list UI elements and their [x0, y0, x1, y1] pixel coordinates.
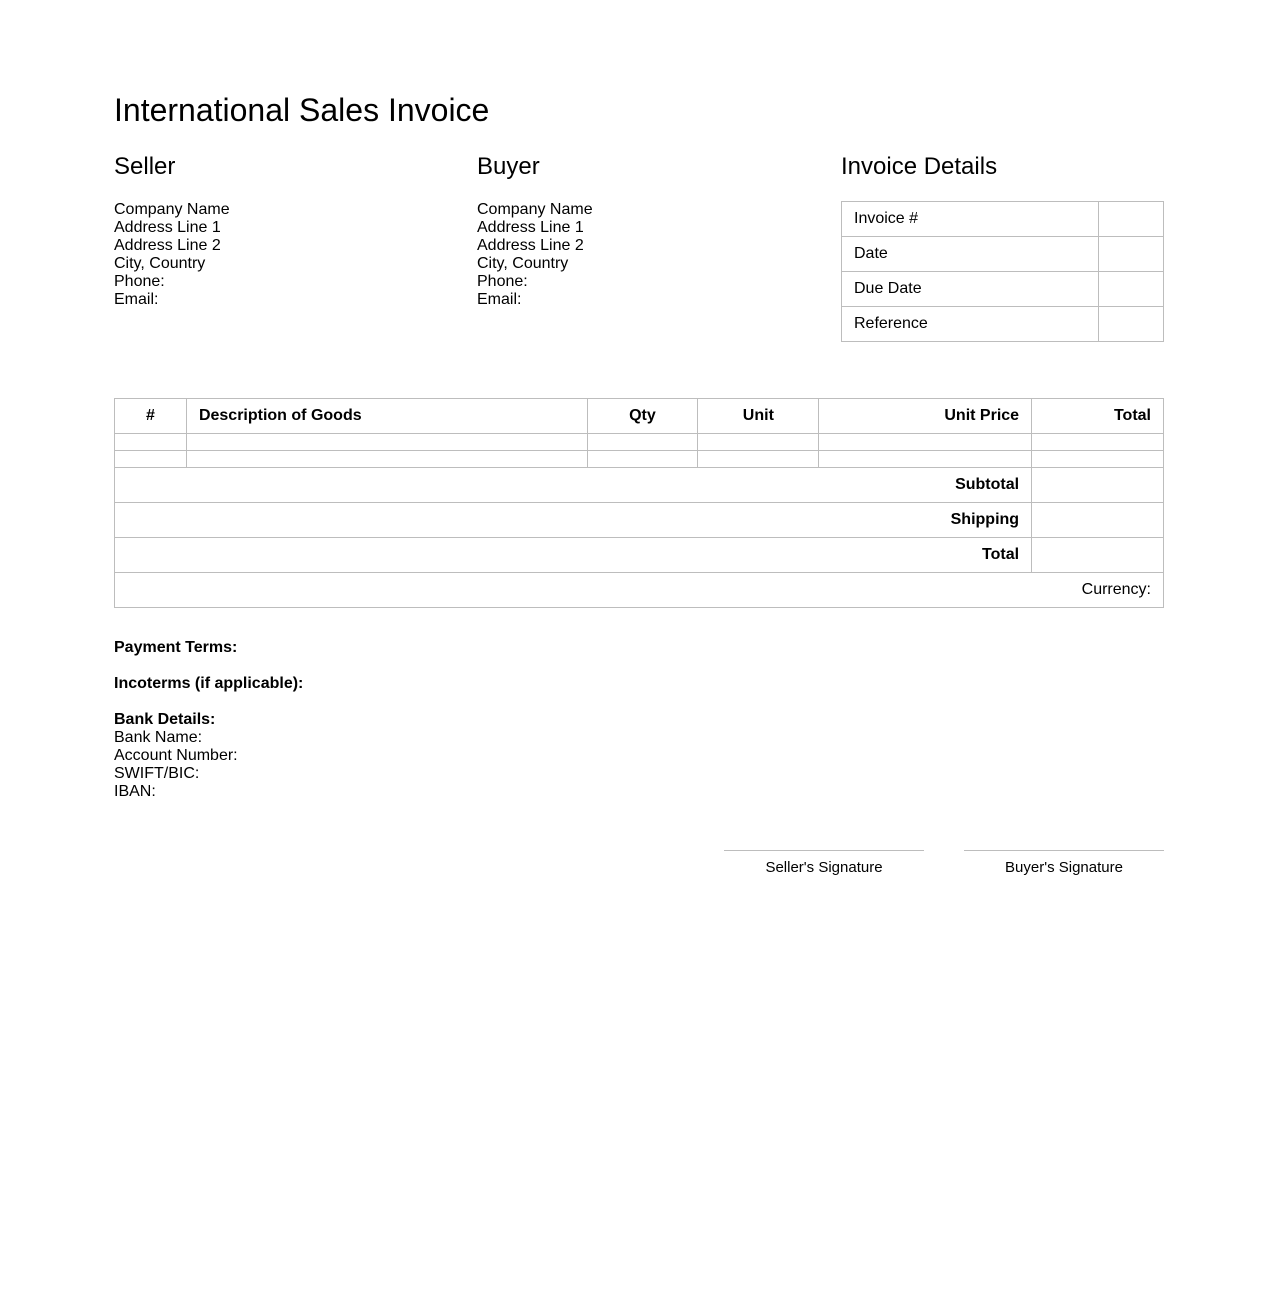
buyer-address	[477, 201, 817, 309]
shipping-value[interactable]	[1032, 503, 1164, 538]
buyer-signature-label: Buyer's Signature	[1005, 859, 1123, 876]
cell-number[interactable]	[115, 434, 187, 451]
buyer-address-line-2: Address Line 2	[477, 237, 584, 254]
seller-email: Email:	[114, 291, 159, 308]
cell-total[interactable]	[1032, 434, 1164, 451]
buyer-signature-line[interactable]	[964, 850, 1164, 851]
seller-company: Company Name	[114, 201, 230, 218]
col-header-total: Total	[1032, 399, 1164, 434]
details-row-date	[842, 237, 1164, 272]
cell-description[interactable]	[186, 434, 587, 451]
buyer-address-line-1: Address Line 1	[477, 219, 584, 236]
line-items-table	[114, 398, 1164, 608]
buyer-city-country: City, Country	[477, 255, 569, 272]
table-row	[115, 434, 1164, 451]
table-row	[115, 451, 1164, 468]
seller-section	[114, 150, 454, 309]
details-row-due-date	[842, 272, 1164, 307]
invoice-details-section	[841, 150, 1164, 342]
col-header-description: Description of Goods	[186, 399, 587, 434]
col-header-unit: Unit	[698, 399, 819, 434]
cell-unit[interactable]	[698, 434, 819, 451]
col-header-qty: Qty	[587, 399, 698, 434]
buyer-company: Company Name	[477, 201, 593, 218]
col-header-number: #	[115, 399, 187, 434]
swift-bic-label: SWIFT/BIC:	[114, 765, 200, 782]
seller-signature-label: Seller's Signature	[765, 859, 883, 876]
due-date-value[interactable]	[1099, 272, 1164, 307]
shipping-row	[115, 503, 1164, 538]
cell-number[interactable]	[115, 451, 187, 468]
subtotal-label: Subtotal	[115, 468, 1032, 503]
details-label: Invoice #	[842, 202, 1099, 237]
seller-address-line-2: Address Line 2	[114, 237, 221, 254]
total-row	[115, 538, 1164, 573]
currency-label: Currency:	[115, 573, 1164, 608]
seller-address-line-1: Address Line 1	[114, 219, 221, 236]
terms-section	[114, 639, 303, 801]
cell-unit-price[interactable]	[819, 451, 1032, 468]
cell-unit[interactable]	[698, 451, 819, 468]
details-label: Date	[842, 237, 1099, 272]
total-value[interactable]	[1032, 538, 1164, 573]
col-header-unit-price: Unit Price	[819, 399, 1032, 434]
bank-details-heading: Bank Details:	[114, 711, 216, 728]
bank-name-label: Bank Name:	[114, 729, 203, 746]
buyer-signature-block	[964, 850, 1164, 876]
invoice-details-heading: Invoice Details	[841, 153, 998, 180]
date-value[interactable]	[1099, 237, 1164, 272]
table-header-row	[115, 399, 1164, 434]
shipping-label: Shipping	[115, 503, 1032, 538]
subtotal-row	[115, 468, 1164, 503]
cell-qty[interactable]	[587, 451, 698, 468]
seller-signature-line[interactable]	[724, 850, 924, 851]
page-title: International Sales Invoice	[114, 92, 490, 128]
incoterms-label: Incoterms (if applicable):	[114, 675, 304, 692]
total-label: Total	[115, 538, 1032, 573]
subtotal-value[interactable]	[1032, 468, 1164, 503]
invoice-details-table	[841, 201, 1164, 342]
cell-description[interactable]	[186, 451, 587, 468]
iban-label: IBAN:	[114, 783, 156, 800]
details-label: Reference	[842, 307, 1099, 342]
buyer-email: Email:	[477, 291, 522, 308]
cell-total[interactable]	[1032, 451, 1164, 468]
buyer-heading: Buyer	[477, 153, 540, 180]
payment-terms-label: Payment Terms:	[114, 639, 238, 656]
currency-row	[115, 573, 1164, 608]
cell-qty[interactable]	[587, 434, 698, 451]
buyer-phone: Phone:	[477, 273, 528, 290]
account-number-label: Account Number:	[114, 747, 238, 764]
cell-unit-price[interactable]	[819, 434, 1032, 451]
invoice-number-value[interactable]	[1099, 202, 1164, 237]
seller-heading: Seller	[114, 153, 176, 180]
details-row-reference	[842, 307, 1164, 342]
details-label: Due Date	[842, 272, 1099, 307]
seller-address	[114, 201, 454, 309]
buyer-section	[477, 150, 817, 309]
reference-value[interactable]	[1099, 307, 1164, 342]
details-row-invoice-number	[842, 202, 1164, 237]
seller-city-country: City, Country	[114, 255, 206, 272]
seller-phone: Phone:	[114, 273, 165, 290]
seller-signature-block	[724, 850, 924, 876]
